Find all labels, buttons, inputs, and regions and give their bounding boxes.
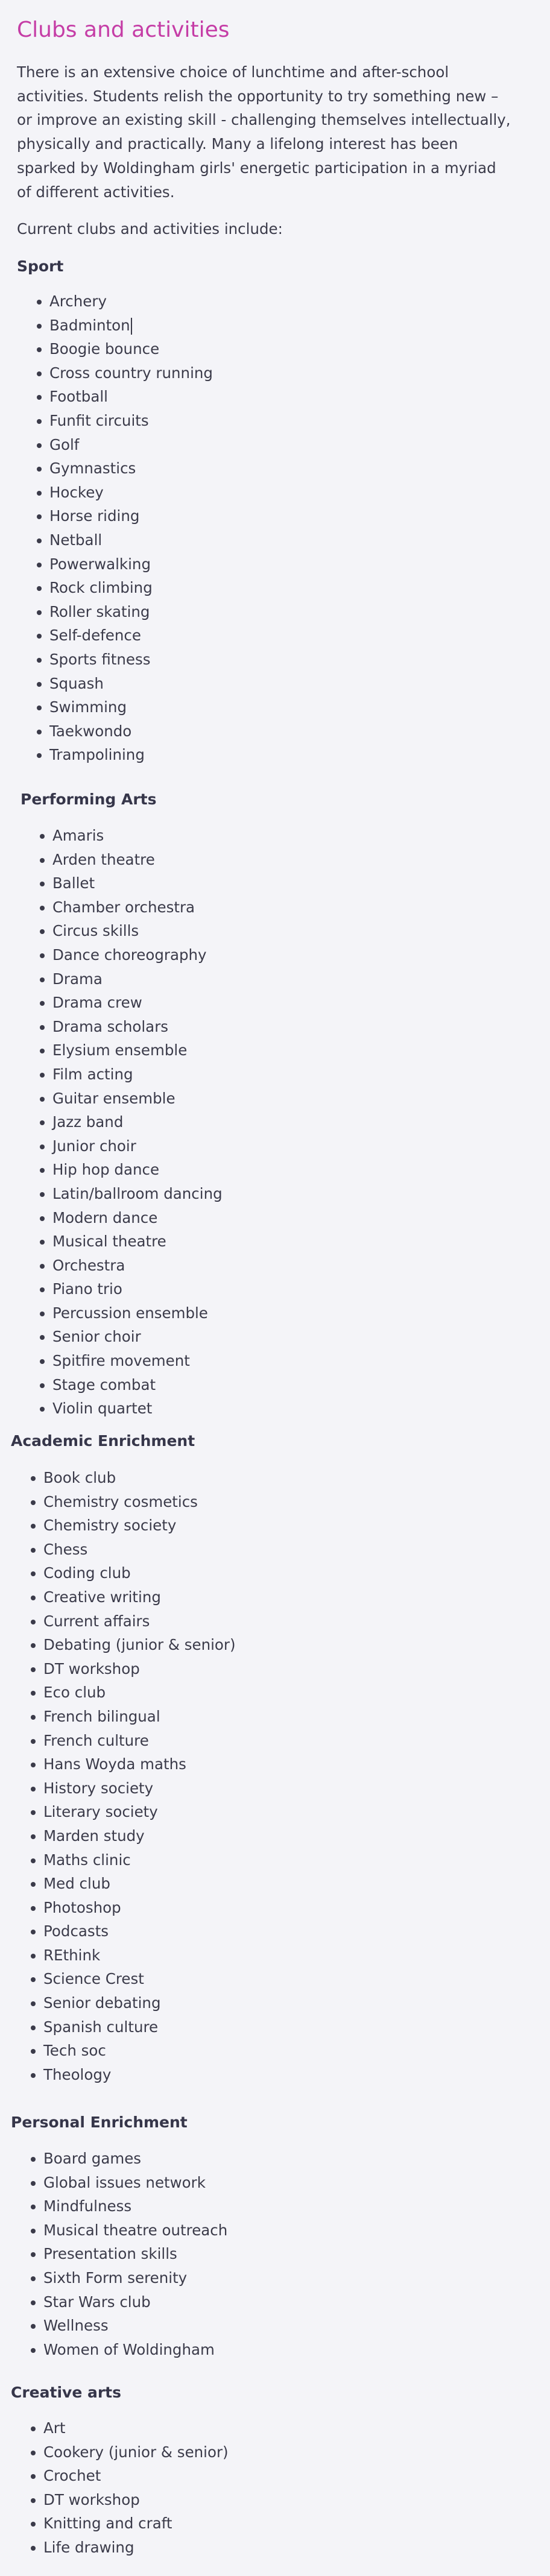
list-item-label: Chemistry society xyxy=(43,1517,177,1535)
list-item xyxy=(43,2194,227,2218)
list-item xyxy=(52,1277,223,1301)
bullet-icon xyxy=(40,1383,45,1388)
bullet-icon xyxy=(31,1548,36,1553)
bullet-icon xyxy=(40,1073,45,1078)
list-item xyxy=(43,2171,227,2195)
bullet-icon xyxy=(31,1930,36,1934)
list-item xyxy=(49,456,213,481)
list-item xyxy=(43,1585,236,1609)
bullet-icon xyxy=(40,1025,45,1030)
intro-line: of different activities. xyxy=(17,183,175,201)
list-item xyxy=(43,2242,227,2266)
activity-list-personal-enrichment xyxy=(43,2147,227,2361)
list-item-label: Swimming xyxy=(49,698,127,716)
list-item-label: Film acting xyxy=(52,1065,133,1083)
bullet-icon xyxy=(37,347,42,352)
intro-paragraph xyxy=(17,60,517,204)
bullet-icon xyxy=(31,2546,36,2551)
list-item-label: Eco club xyxy=(43,1684,106,1702)
list-item-label: REthink xyxy=(43,1946,101,1964)
list-item xyxy=(52,1373,223,1397)
bullet-icon xyxy=(31,2181,36,2186)
clubs-lead-text: Current clubs and activities include: xyxy=(17,220,283,238)
list-item xyxy=(43,2218,227,2243)
list-item xyxy=(52,1110,223,1134)
list-item xyxy=(49,289,213,314)
list-item-label: Presentation skills xyxy=(43,2245,177,2263)
list-item-label: Arden theatre xyxy=(52,850,155,868)
bullet-icon xyxy=(31,1787,36,1792)
list-item xyxy=(43,1705,236,1729)
bullet-icon xyxy=(37,419,42,424)
list-item-label: Spitfire movement xyxy=(52,1352,190,1370)
list-item xyxy=(43,1848,236,1872)
list-item xyxy=(43,1633,236,1657)
list-item xyxy=(52,1254,223,1278)
list-item xyxy=(43,1967,236,1991)
bullet-icon xyxy=(37,514,42,519)
intro-line: sparked by Woldingham girls' energetic participation in a myriad xyxy=(17,159,496,177)
list-item-label: Tech soc xyxy=(43,2042,106,2060)
list-item xyxy=(52,1206,223,1230)
bullet-icon xyxy=(37,610,42,615)
list-item xyxy=(43,1991,236,2015)
list-item xyxy=(49,552,213,576)
bullet-icon xyxy=(31,2205,36,2209)
list-item xyxy=(49,600,213,624)
list-item-label: Netball xyxy=(49,531,103,549)
list-item-label: Chemistry cosmetics xyxy=(43,1492,198,1511)
list-item-label: Photoshop xyxy=(43,1898,121,1916)
activity-list-performing-arts xyxy=(52,824,223,1421)
list-item-label: Art xyxy=(43,2419,66,2437)
bullet-icon xyxy=(31,2522,36,2527)
bullet-icon xyxy=(31,1715,36,1720)
list-item-label: Wellness xyxy=(43,2317,109,2335)
list-item-label: Marden study xyxy=(43,1826,145,1845)
list-item xyxy=(49,743,213,767)
list-item xyxy=(52,1349,223,1373)
list-item xyxy=(43,1561,236,1585)
list-item-label: Sixth Form serenity xyxy=(43,2268,188,2287)
bullet-icon xyxy=(31,1858,36,1863)
list-item xyxy=(49,433,213,457)
bullet-icon xyxy=(40,1216,45,1221)
list-item xyxy=(52,1062,223,1087)
list-item-label: Self-defence xyxy=(49,627,141,645)
bullet-icon xyxy=(40,1359,45,1364)
list-item xyxy=(43,1800,236,1824)
list-item-label: Dance choreography xyxy=(52,945,207,964)
bullet-icon xyxy=(37,538,42,543)
bullet-icon xyxy=(31,1834,36,1839)
list-item-label: Chamber orchestra xyxy=(52,898,195,916)
bullet-icon xyxy=(31,2474,36,2479)
list-item-label: Drama crew xyxy=(52,994,142,1012)
bullet-icon xyxy=(37,706,42,710)
list-item xyxy=(43,1872,236,1896)
list-item-label: Archery xyxy=(49,292,107,310)
list-item xyxy=(52,1230,223,1254)
list-item xyxy=(52,991,223,1015)
bullet-icon xyxy=(31,1977,36,1982)
list-item-label: Modern dance xyxy=(52,1208,158,1226)
list-item xyxy=(49,648,213,672)
list-item-label: Amaris xyxy=(52,827,104,844)
list-item xyxy=(43,1824,236,1848)
list-item-label: Hip hop dance xyxy=(52,1161,160,1179)
bullet-icon xyxy=(31,2229,36,2233)
bullet-icon xyxy=(31,1571,36,1576)
list-item-label: Football xyxy=(49,388,108,406)
list-item xyxy=(52,848,223,872)
list-item-label: Violin quartet xyxy=(52,1400,153,1418)
list-item-label: Stage combat xyxy=(52,1375,156,1394)
list-item-label: Ballet xyxy=(52,874,95,892)
list-item xyxy=(49,314,213,338)
section-heading-personal-enrichment: Personal Enrichment xyxy=(11,2114,188,2131)
list-item-label: Drama xyxy=(52,970,103,988)
list-item xyxy=(52,1158,223,1182)
list-item-label: Drama scholars xyxy=(52,1017,169,1035)
list-item-label: French bilingual xyxy=(43,1707,160,1725)
list-item-label: Literary society xyxy=(43,1803,158,1821)
bullet-icon xyxy=(31,2252,36,2257)
list-item xyxy=(43,2266,227,2290)
bullet-icon xyxy=(31,1500,36,1505)
intro-line: physically and practically. Many a lifelong interest has been xyxy=(17,135,458,153)
bullet-icon xyxy=(31,1882,36,1887)
list-item-label: Star Wars club xyxy=(43,2293,151,2311)
list-item xyxy=(52,967,223,991)
list-item xyxy=(43,2147,227,2171)
activity-list-sport xyxy=(49,289,213,767)
list-item-label: Funfit circuits xyxy=(49,411,149,429)
list-item-label: Boogie bounce xyxy=(49,340,160,358)
list-item-label: Powerwalking xyxy=(49,555,151,573)
list-item xyxy=(43,1729,236,1753)
bullet-icon xyxy=(31,1810,36,1815)
list-item xyxy=(52,895,223,920)
list-item xyxy=(43,2063,236,2087)
list-item-label: Hockey xyxy=(49,483,104,501)
list-item xyxy=(52,1038,223,1062)
list-item xyxy=(52,1182,223,1206)
list-item xyxy=(52,943,223,967)
list-item-label: Science Crest xyxy=(43,1970,144,1988)
list-item xyxy=(49,719,213,743)
bullet-icon xyxy=(31,1620,36,1624)
list-item-label: Badminton xyxy=(49,316,130,334)
bullet-icon xyxy=(40,1144,45,1149)
list-item-label: Mindfulness xyxy=(43,2197,132,2215)
list-item-label: Percussion ensemble xyxy=(52,1304,208,1322)
bullet-icon xyxy=(31,2073,36,2078)
list-item xyxy=(52,871,223,895)
section-heading-academic-enrichment: Academic Enrichment xyxy=(11,1432,195,1450)
list-item-label: Book club xyxy=(43,1469,116,1486)
list-item xyxy=(49,672,213,696)
list-item-label: Senior choir xyxy=(52,1328,141,1346)
bullet-icon xyxy=(31,1524,36,1529)
bullet-icon xyxy=(37,300,42,305)
bullet-icon xyxy=(31,2157,36,2162)
bullet-icon xyxy=(31,2049,36,2054)
list-item xyxy=(49,337,213,361)
list-item xyxy=(49,361,213,385)
list-item xyxy=(43,2536,229,2560)
list-item-label: Piano trio xyxy=(52,1280,122,1298)
list-item xyxy=(43,1538,236,1562)
bullet-icon xyxy=(40,1312,45,1316)
bullet-icon xyxy=(40,1049,45,1053)
bullet-icon xyxy=(31,2025,36,2030)
bullet-icon xyxy=(40,977,45,982)
list-item xyxy=(43,1609,236,1634)
bullet-icon xyxy=(31,2276,36,2281)
list-item-label: Musical theatre xyxy=(52,1233,166,1251)
list-item xyxy=(49,504,213,528)
list-item-label: Roller skating xyxy=(49,602,150,620)
list-item xyxy=(43,1752,236,1776)
list-item-label: Women of Woldingham xyxy=(43,2340,215,2358)
list-item-label: Cross country running xyxy=(49,364,213,382)
bullet-icon xyxy=(31,1954,36,1959)
bullet-icon xyxy=(31,2324,36,2329)
list-item-label: Squash xyxy=(49,674,104,692)
section-heading-sport: Sport xyxy=(17,257,64,275)
bullet-icon xyxy=(31,1906,36,1911)
list-item xyxy=(49,385,213,409)
list-item xyxy=(43,1896,236,1920)
list-item-label: DT workshop xyxy=(43,2490,140,2508)
bullet-icon xyxy=(31,1691,36,1696)
list-item xyxy=(43,1943,236,1968)
list-item-label: French culture xyxy=(43,1731,149,1749)
list-item-label: Orchestra xyxy=(52,1256,125,1274)
list-item-label: Horse riding xyxy=(49,507,140,525)
list-item xyxy=(43,1681,236,1705)
list-item-label: Junior choir xyxy=(52,1137,136,1155)
list-item-label: Coding club xyxy=(43,1564,131,1582)
list-item xyxy=(43,2338,227,2362)
bullet-icon xyxy=(40,1407,45,1412)
bullet-icon xyxy=(31,2451,36,2455)
bullet-icon xyxy=(37,324,42,329)
bullet-icon xyxy=(37,491,42,496)
list-item xyxy=(43,2290,227,2314)
list-item xyxy=(52,1134,223,1158)
bullet-icon xyxy=(40,929,45,934)
list-item-label: Elysium ensemble xyxy=(52,1041,188,1059)
bullet-icon xyxy=(31,1596,36,1600)
section-heading-creative-arts: Creative arts xyxy=(11,2384,122,2401)
bullet-icon xyxy=(40,1120,45,1125)
bullet-icon xyxy=(31,1643,36,1648)
activity-list-creative-arts xyxy=(43,2416,229,2560)
list-item-label: Jazz band xyxy=(52,1113,124,1131)
list-item xyxy=(43,1919,236,1943)
list-item xyxy=(49,576,213,600)
list-item xyxy=(52,1301,223,1325)
list-item-label: Trampolining xyxy=(49,746,145,764)
list-item xyxy=(43,2314,227,2338)
list-item xyxy=(49,695,213,719)
page-title: Clubs and activities xyxy=(17,17,230,42)
list-item xyxy=(49,481,213,505)
bullet-icon xyxy=(37,395,42,400)
bullet-icon xyxy=(40,1168,45,1173)
list-item xyxy=(43,1490,236,1514)
bullet-icon xyxy=(31,1763,36,1767)
list-item xyxy=(52,1397,223,1421)
list-item-label: Gymnastics xyxy=(49,459,136,478)
bullet-icon xyxy=(37,682,42,687)
list-item xyxy=(49,623,213,648)
list-item-label: DT workshop xyxy=(43,1659,140,1678)
bullet-icon xyxy=(40,882,45,886)
list-item-label: Circus skills xyxy=(52,922,139,940)
bullet-icon xyxy=(40,1335,45,1340)
list-item-label: Taekwondo xyxy=(49,722,132,740)
list-item xyxy=(52,1015,223,1039)
list-item-label: Board games xyxy=(43,2150,142,2167)
list-item-label: Podcasts xyxy=(43,1922,109,1940)
bullet-icon xyxy=(40,1240,45,1245)
list-item-label: Current affairs xyxy=(43,1612,150,1630)
list-item-label: Debating (junior & senior) xyxy=(43,1636,236,1654)
bullet-icon xyxy=(31,1476,36,1481)
bullet-icon xyxy=(37,563,42,567)
list-item-label: Maths clinic xyxy=(43,1851,131,1869)
list-item-label: Rock climbing xyxy=(49,579,153,597)
bullet-icon xyxy=(37,730,42,734)
list-item xyxy=(52,1325,223,1349)
intro-line: activities. Students relish the opportunity to try something new – xyxy=(17,87,499,105)
bullet-icon xyxy=(40,953,45,958)
bullet-icon xyxy=(31,2001,36,2006)
list-item xyxy=(43,1657,236,1681)
bullet-icon xyxy=(40,1264,45,1269)
list-item xyxy=(52,919,223,943)
bullet-icon xyxy=(37,634,42,639)
list-item xyxy=(43,1776,236,1801)
list-item-label: Spanish culture xyxy=(43,2018,159,2036)
list-item-label: Cookery (junior & senior) xyxy=(43,2443,229,2461)
list-item-label: Life drawing xyxy=(43,2538,134,2556)
bullet-icon xyxy=(37,586,42,591)
list-item xyxy=(52,824,223,848)
list-item-label: Knitting and craft xyxy=(43,2514,172,2533)
bullet-icon xyxy=(40,1287,45,1292)
bullet-icon xyxy=(40,906,45,911)
bullet-icon xyxy=(40,1097,45,1102)
list-item-label: Chess xyxy=(43,1540,88,1558)
list-item xyxy=(43,2464,229,2488)
list-item-label: Theology xyxy=(43,2065,112,2083)
list-item-label: Hans Woyda maths xyxy=(43,1755,186,1773)
bullet-icon xyxy=(31,2426,36,2431)
list-item-label: Golf xyxy=(49,435,80,453)
list-item xyxy=(43,2416,229,2440)
text-cursor xyxy=(131,318,132,335)
list-item-label: Creative writing xyxy=(43,1588,161,1606)
list-item xyxy=(43,2039,236,2063)
bullet-icon xyxy=(31,2348,36,2353)
list-item xyxy=(43,2015,236,2039)
list-item-label: Guitar ensemble xyxy=(52,1089,175,1107)
list-item-label: Sports fitness xyxy=(49,650,151,668)
bullet-icon xyxy=(31,2300,36,2305)
list-item xyxy=(49,409,213,433)
list-item xyxy=(43,2440,229,2464)
list-item-label: History society xyxy=(43,1779,154,1797)
bullet-icon xyxy=(40,1192,45,1197)
list-item xyxy=(43,2488,229,2512)
bullet-icon xyxy=(37,371,42,376)
intro-line: There is an extensive choice of lunchtime and after-school xyxy=(17,63,449,81)
list-item-label: Latin/ballroom dancing xyxy=(52,1184,223,1202)
list-item xyxy=(52,1087,223,1111)
bullet-icon xyxy=(31,1667,36,1672)
list-item xyxy=(43,1466,236,1490)
bullet-icon xyxy=(40,834,45,839)
bullet-icon xyxy=(31,1739,36,1744)
bullet-icon xyxy=(37,753,42,758)
intro-line: or improve an existing skill - challenging themselves intellectually, xyxy=(17,111,511,129)
list-item-label: Crochet xyxy=(43,2467,101,2485)
list-item xyxy=(49,528,213,552)
list-item-label: Med club xyxy=(43,1875,110,1893)
list-item xyxy=(43,1514,236,1538)
activity-list-academic-enrichment xyxy=(43,1466,236,2086)
list-item-label: Musical theatre outreach xyxy=(43,2221,228,2239)
list-item xyxy=(43,2511,229,2536)
bullet-icon xyxy=(37,443,42,448)
bullet-icon xyxy=(40,1001,45,1006)
section-heading-performing-arts: Performing Arts xyxy=(21,791,157,808)
bullet-icon xyxy=(40,858,45,863)
list-item-label: Senior debating xyxy=(43,1994,161,2012)
bullet-icon xyxy=(37,658,42,663)
bullet-icon xyxy=(31,2498,36,2503)
list-item-label: Global issues network xyxy=(43,2173,206,2191)
bullet-icon xyxy=(37,467,42,472)
